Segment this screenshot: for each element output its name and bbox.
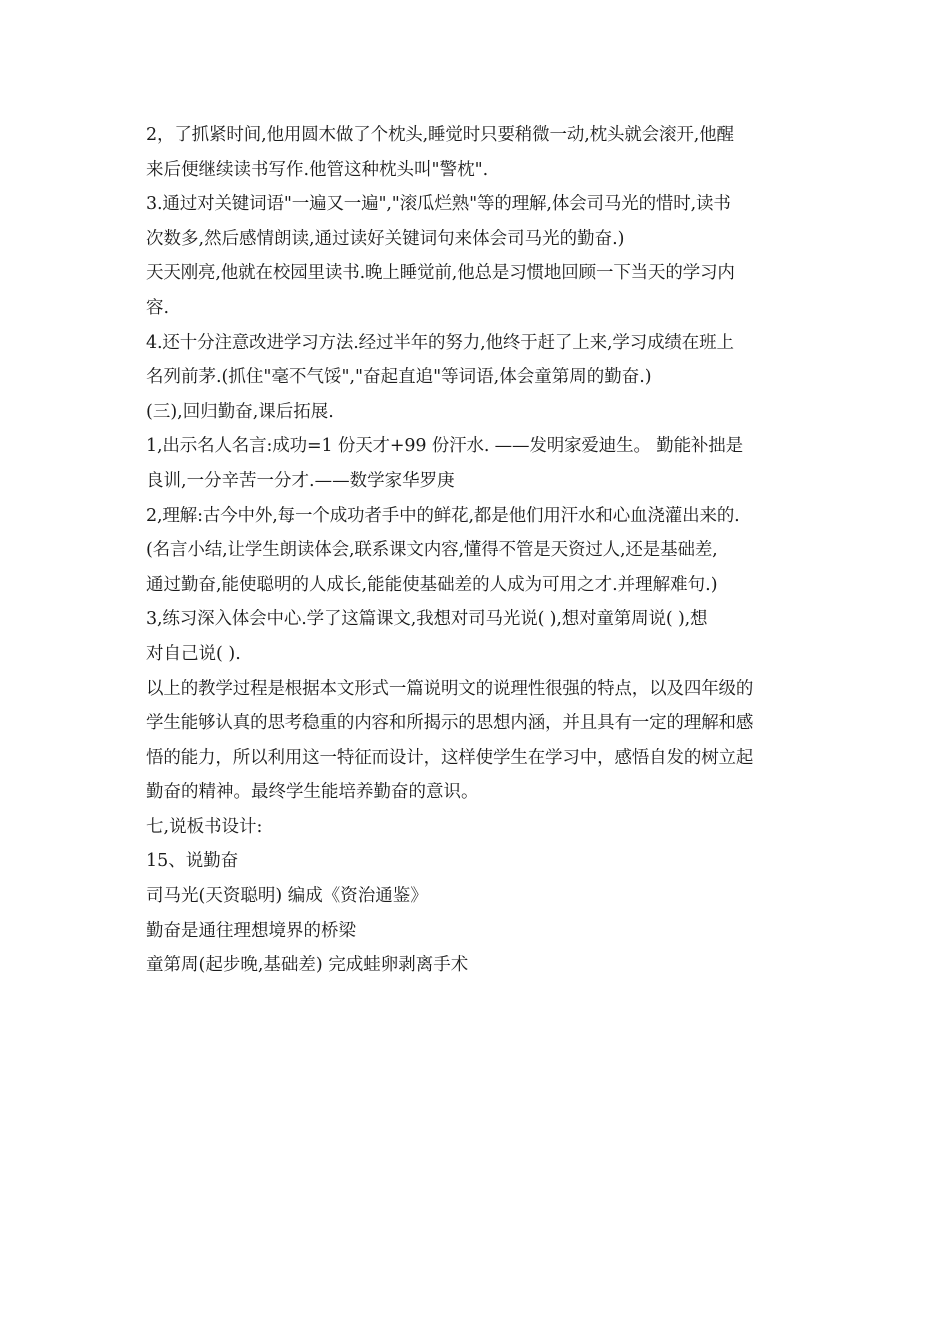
text-line: 4.还十分注意改进学习方法.经过半年的努力,他终于赶了上来,学习成绩在班上 — [146, 332, 734, 353]
board-line: 童第周(起步晚,基础差) 完成蛙卵剥离手术 — [146, 955, 469, 976]
text-line: 悟的能力，所以利用这一特征而设计，这样使学生在学习中，感悟自发的树立起 — [146, 747, 754, 768]
text-line: 以上的教学过程是根据本文形式一篇说明文的说理性很强的特点，以及四年级的 — [146, 678, 754, 699]
text-line: 1,出示名人名言:成功=1 份天才+99 份汗水. ——发明家爱迪生。 勤能补拙是 — [146, 436, 743, 457]
text-line: 次数多,然后感情朗读,通过读好关键词句来体会司马光的勤奋.) — [146, 228, 625, 249]
text-line: 来后便继续读书写作.他管这种枕头叫"警枕". — [146, 159, 489, 180]
board-title: 15、说勤奋 — [146, 851, 239, 872]
text-line: 通过勤奋,能使聪明的人成长,能能使基础差的人成为可用之才.并理解难句.) — [146, 574, 718, 595]
text-line: 容. — [146, 297, 170, 318]
text-line: 良训,一分辛苦一分才.——数学家华罗庚 — [146, 470, 455, 491]
board-line: 司马光(天资聪明) 编成《资治通鉴》 — [146, 886, 428, 907]
text-line: (名言小结,让学生朗读体会,联系课文内容,懂得不管是天资过人,还是基础差, — [146, 540, 718, 561]
section-heading: (三),回归勤奋,课后拓展. — [146, 401, 334, 422]
text-line: 对自己说( ). — [146, 643, 241, 664]
text-line: 3,练习深入体会中心.学了这篇课文,我想对司马光说( ),想对童第周说( ),想 — [146, 609, 708, 630]
document-body — [146, 118, 810, 983]
text-line: 2,理解:古今中外,每一个成功者手中的鲜花,都是他们用汗水和心血浇灌出来的. — [146, 505, 740, 526]
text-line: 学生能够认真的思考稳重的内容和所揭示的思想内涵，并且具有一定的理解和感 — [146, 713, 754, 734]
board-line: 勤奋是通往理想境界的桥梁 — [146, 920, 356, 941]
text-line: 勤奋的精神。最终学生能培养勤奋的意识。 — [146, 782, 479, 803]
text-line: 名列前茅.(抓住"毫不气馁","奋起直追"等词语,体会童第周的勤奋.) — [146, 367, 652, 388]
section-heading: 七,说板书设计: — [146, 816, 263, 837]
text-line: 3.通过对关键词语"一遍又一遍","滚瓜烂熟"等的理解,体会司马光的惜时,读书 — [146, 194, 731, 215]
text-line: 天天刚亮,他就在校园里读书.晚上睡觉前,他总是习惯地回顾一下当天的学习内 — [146, 263, 735, 284]
text-line: 2，了抓紧时间,他用圆木做了个枕头,睡觉时只要稍微一动,枕头就会滚开,他醒 — [146, 125, 734, 145]
